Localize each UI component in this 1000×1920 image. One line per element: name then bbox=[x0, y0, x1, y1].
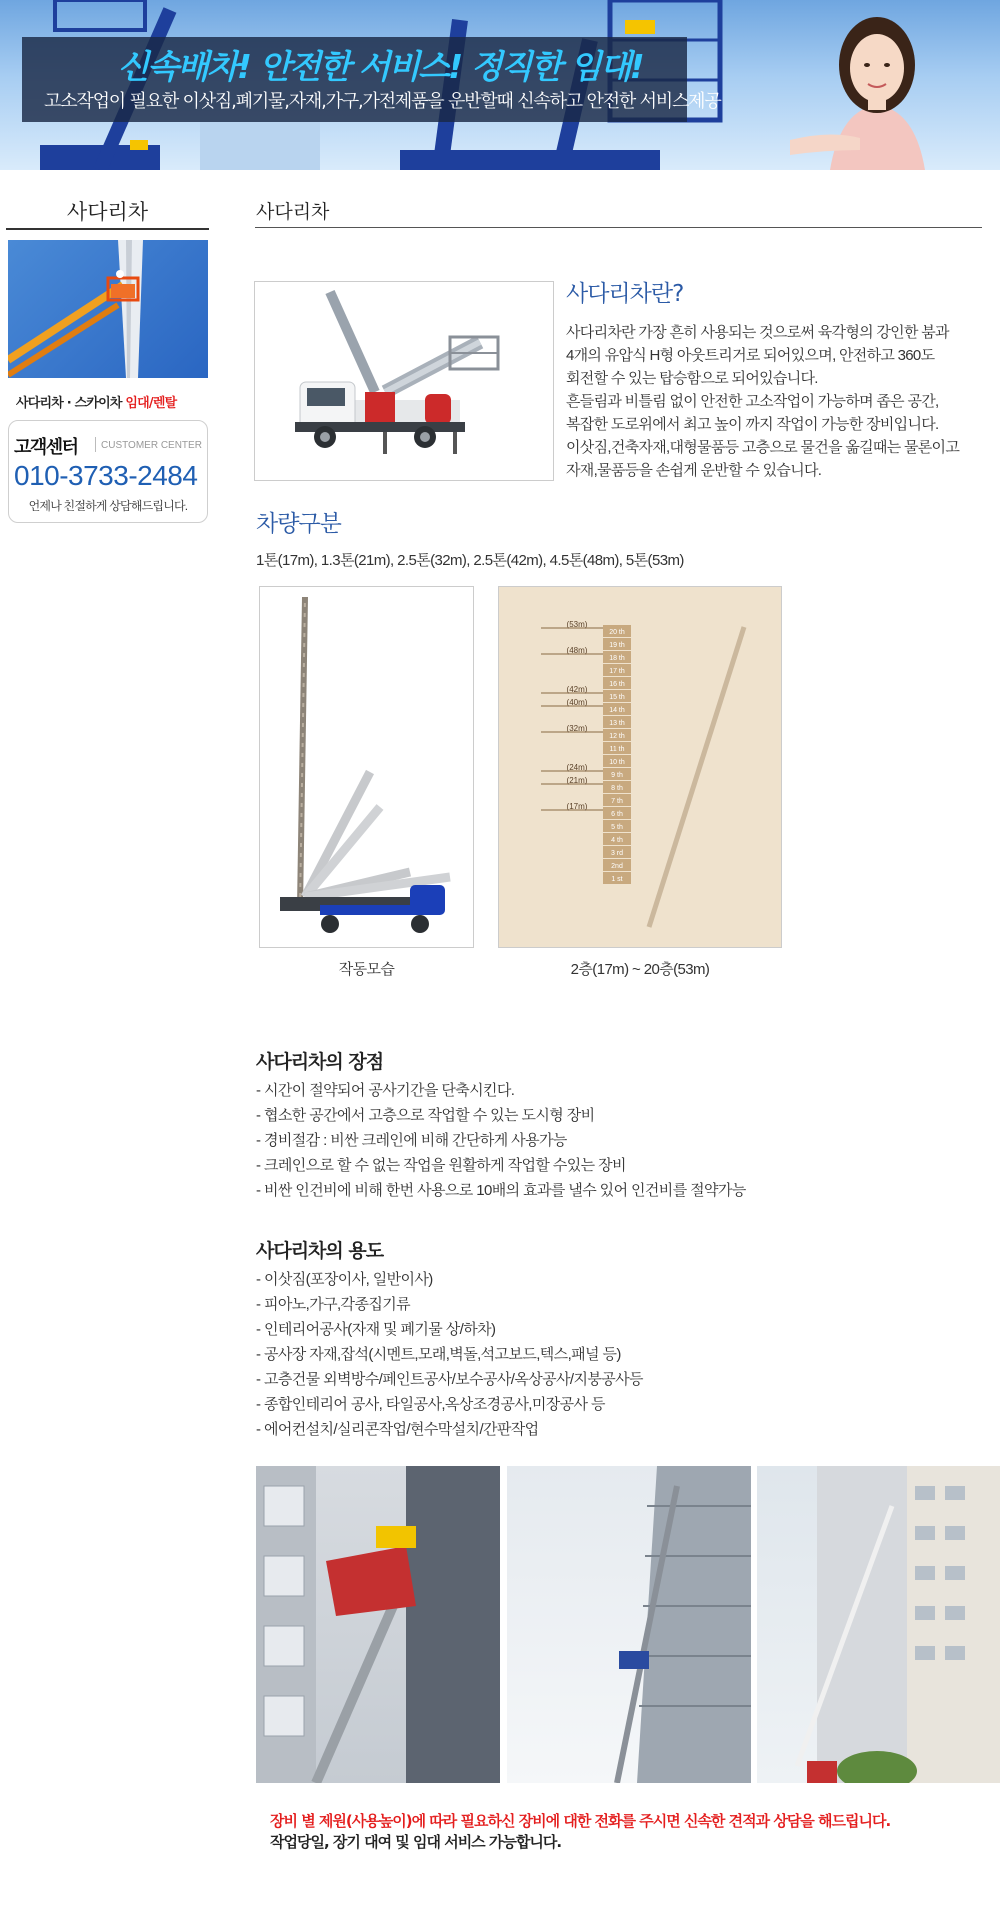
list-item: - 피아노,가구,각종집기류 bbox=[256, 1296, 410, 1313]
floor-label: 14 th bbox=[609, 707, 625, 714]
floor-label: 11 th bbox=[609, 746, 625, 753]
list-item: - 경비절감 : 비싼 크레인에 비해 간단하게 사용가능 bbox=[256, 1132, 567, 1149]
advantages-title: 사다리차의 장점 bbox=[256, 1051, 384, 1073]
list-item: - 종합인테리어 공사, 타일공사,옥상조경공사,미장공사 등 bbox=[256, 1396, 605, 1413]
floor-label: 16 th bbox=[609, 681, 625, 688]
floor-height-chart bbox=[499, 587, 782, 948]
floor-label: 2nd bbox=[611, 863, 623, 870]
desc-line: 복잡한 도로위에서 최고 높이 까지 작업이 가능한 장비입니다. bbox=[566, 416, 939, 433]
floor-label: 15 th bbox=[609, 694, 625, 701]
floor-label: 9 th bbox=[611, 772, 623, 779]
page-title-divider bbox=[255, 227, 982, 228]
height-label: (40m) bbox=[566, 698, 588, 707]
desc-line: 회전할 수 있는 탑승함으로 되어있습니다. bbox=[566, 370, 818, 387]
list-item: - 협소한 공간에서 고층으로 작업할 수 있는 도시형 장비 bbox=[256, 1107, 595, 1124]
vehicle-class-title: 차량구분 bbox=[256, 511, 341, 537]
height-label: (42m) bbox=[566, 685, 588, 694]
uses-list bbox=[256, 1267, 643, 1442]
vehicle-class-desc: 1톤(17m), 1.3톤(21m), 2.5톤(32m), 2.5톤(42m), 4.5톤(48m), 5톤(53m) bbox=[256, 552, 684, 569]
ladder-truck-image bbox=[254, 281, 554, 481]
list-item: - 공사장 자재,잡석(시멘트,모래,벽돌,석고보드,텍스,패널 등) bbox=[256, 1346, 621, 1363]
sidebar-sky-lift-image bbox=[8, 240, 208, 378]
floor-label: 10 th bbox=[609, 759, 625, 766]
operation-image bbox=[259, 586, 474, 948]
sidebar-tag-text: 사다리차 · 스카이차 bbox=[16, 396, 126, 411]
floor-label: 12 th bbox=[609, 733, 625, 740]
page-title: 사다리차 bbox=[256, 201, 330, 223]
floor-label: 5 th bbox=[611, 824, 623, 831]
advantages-list bbox=[256, 1078, 746, 1203]
floor-label: 4 th bbox=[611, 837, 623, 844]
list-item: - 인테리어공사(자재 및 폐기물 상/하차) bbox=[256, 1321, 496, 1338]
list-item: - 시간이 절약되어 공사기간을 단축시킨다. bbox=[256, 1082, 515, 1099]
operation-caption: 작동모습 bbox=[338, 961, 395, 978]
height-label: (53m) bbox=[566, 620, 588, 629]
floor-height-caption: 2층(17m) ~ 20층(53m) bbox=[570, 961, 710, 978]
banner-title: 신속배차! 안전한 서비스! 정직한 임대! bbox=[117, 47, 643, 86]
height-label: (48m) bbox=[566, 646, 588, 655]
banner-subtitle: 고소작업이 필요한 이삿짐,폐기물,자재,가구,가전제품을 운반할때 신속하고 안전한 서비스제공 bbox=[44, 91, 721, 112]
sidebar-tag-highlight: 임대/렌탈 bbox=[125, 396, 177, 411]
customer-center-note: 언제나 친절하게 상담해드립니다. bbox=[28, 499, 188, 513]
height-label: (24m) bbox=[566, 763, 588, 772]
work-photo-1 bbox=[256, 1466, 500, 1783]
uses-title: 사다리차의 용도 bbox=[256, 1240, 384, 1262]
floor-label: 1 st bbox=[611, 876, 623, 883]
desc-line: 4개의 유압식 H형 아웃트리거로 되어있으며, 안전하고 360도 bbox=[566, 347, 935, 364]
floor-label: 13 th bbox=[609, 720, 625, 727]
work-photo-2 bbox=[507, 1466, 751, 1783]
floor-label: 17 th bbox=[609, 668, 625, 675]
desc-line: 이삿짐,건축자재,대형물품등 고층으로 물건을 옮길때는 물론이고 bbox=[566, 439, 960, 456]
customer-center-separator bbox=[95, 437, 96, 452]
list-item: - 비싼 인건비에 비해 한번 사용으로 10배의 효과를 낼수 있어 인건비를 절약가능 bbox=[256, 1182, 746, 1199]
desc-line: 사다리차란 가장 흔히 사용되는 것으로써 육각형의 강인한 붐과 bbox=[566, 324, 949, 341]
floor-height-image bbox=[498, 586, 782, 948]
floor-label: 6 th bbox=[611, 811, 623, 818]
height-label: (17m) bbox=[566, 802, 588, 811]
top-banner bbox=[0, 0, 1000, 170]
floor-label: 7 th bbox=[611, 798, 623, 805]
floor-label: 3 rd bbox=[610, 850, 624, 857]
work-photo-3 bbox=[757, 1466, 1000, 1783]
floor-label: 18 th bbox=[609, 655, 625, 662]
list-item: - 크레인으로 할 수 없는 작업을 원활하게 작업할 수있는 장비 bbox=[256, 1157, 626, 1174]
banner-woman-image bbox=[790, 10, 965, 170]
customer-center-phone[interactable]: 010-3733-2484 bbox=[14, 460, 198, 491]
desc-line: 자재,물품등을 손쉽게 운반할 수 있습니다. bbox=[566, 462, 822, 479]
what-is-ladder-truck-desc bbox=[566, 321, 986, 482]
sidebar-service-tag bbox=[16, 392, 176, 411]
sidebar-divider bbox=[6, 228, 209, 230]
floor-label: 8 th bbox=[611, 785, 623, 792]
floor-label: 20 th bbox=[609, 629, 625, 636]
customer-center-label-en: CUSTOMER CENTER bbox=[101, 440, 202, 451]
list-item: - 에어컨설치/실리콘작업/현수막설치/간판작업 bbox=[256, 1421, 539, 1438]
notice-rental-service: 작업당일, 장기 대여 및 임대 서비스 가능합니다. bbox=[270, 1833, 562, 1851]
desc-line: 흔들림과 비틀림 없이 안전한 고소작업이 가능하며 좁은 공간, bbox=[566, 393, 939, 410]
list-item: - 고층건물 외벽방수/페인트공사/보수공사/옥상공사/지붕공사등 bbox=[256, 1371, 643, 1388]
notice-estimate: 장비 별 제원(사용높이)에 따라 필요하신 장비에 대한 전화를 주시면 신속한 견적과 상담을 해드립니다. bbox=[270, 1812, 891, 1830]
height-label: (21m) bbox=[566, 776, 588, 785]
sidebar-title: 사다리차 bbox=[66, 200, 149, 224]
what-is-ladder-truck-title: 사다리차란? bbox=[566, 281, 684, 307]
floor-label: 19 th bbox=[609, 642, 625, 649]
height-label: (32m) bbox=[566, 724, 588, 733]
list-item: - 이삿짐(포장이사, 일반이사) bbox=[256, 1271, 433, 1288]
customer-center-label: 고객센터 bbox=[14, 437, 78, 458]
